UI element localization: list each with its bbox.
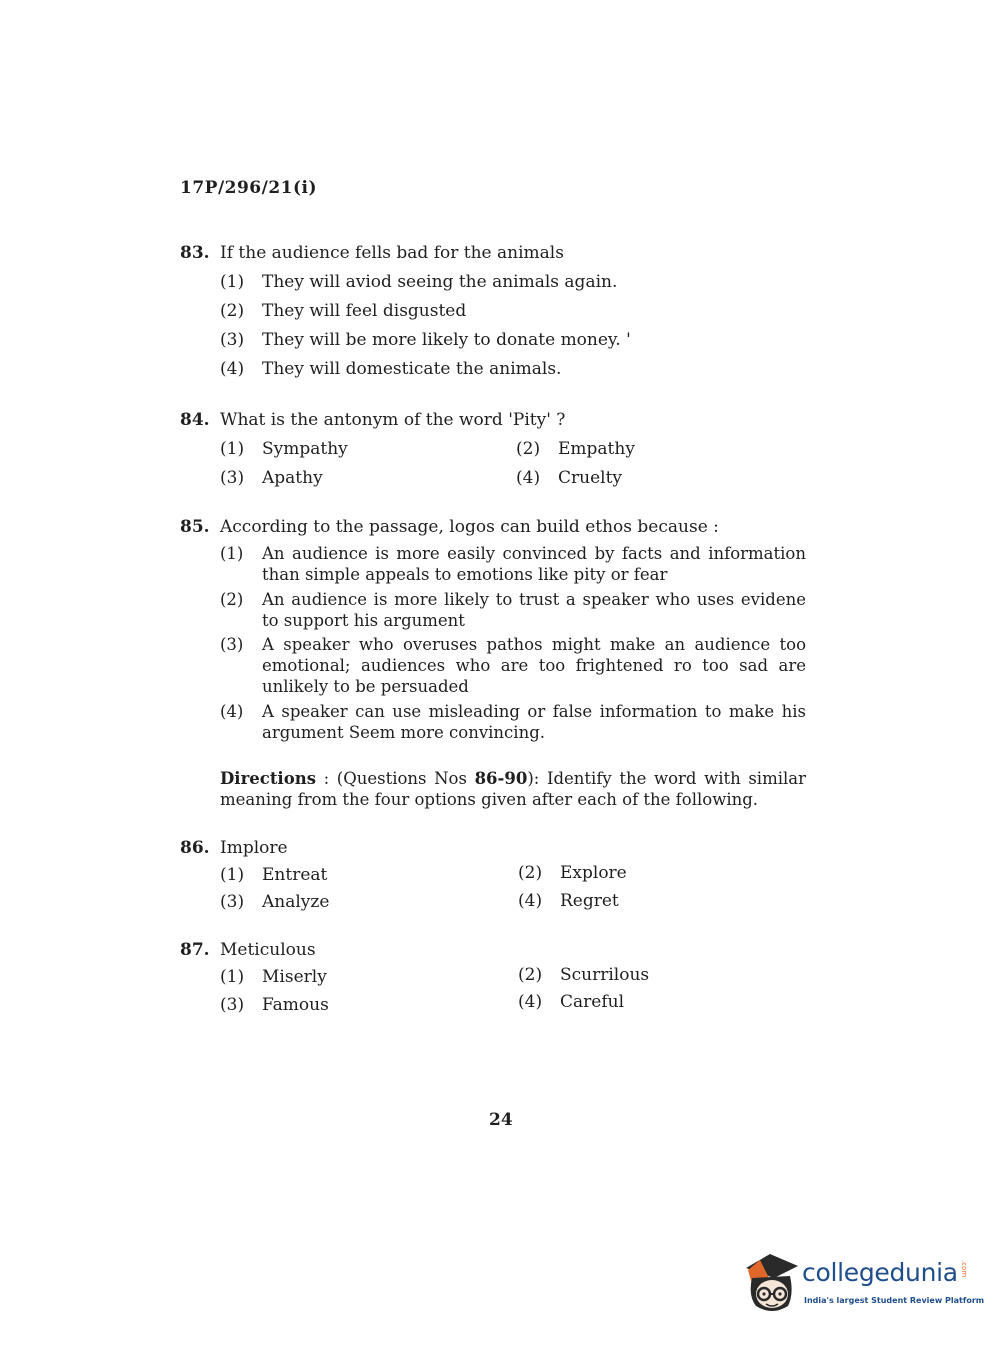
logo-domain: .com <box>960 1260 968 1278</box>
option-2: (2) Empathy <box>516 439 635 459</box>
question-text: What is the antonym of the word 'Pity' ? <box>220 410 566 430</box>
question-text: If the audience fells bad for the animals <box>220 243 564 263</box>
paper-code: 17P/296/21(i) <box>180 178 318 198</box>
option-1: (1) An audience is more easily convinced by facts and information than simple appeals to emotions like pity or fear <box>220 544 806 584</box>
logo-wordmark: collegedunia <box>802 1258 958 1287</box>
option-3: (3) A speaker who overuses pathos might make an audience too emotional; audiences who are too frightened ro too sad are unlikely to be persuaded <box>220 635 806 696</box>
option-1: (1) Miserly <box>220 967 327 987</box>
directions-label: Directions <box>220 769 316 788</box>
option-3: (3) They will be more likely to donate money. ' <box>220 330 631 350</box>
question-number: 84. <box>180 410 210 430</box>
option-4: (4) Careful <box>518 992 625 1012</box>
option-1: (1) They will aviod seeing the animals again. <box>220 272 618 292</box>
option-2: (2) An audience is more likely to trust a speaker who uses evidene to support his argument <box>220 590 806 630</box>
option-2: (2) Explore <box>518 863 627 883</box>
question-text: Implore <box>220 838 288 858</box>
option-1: (1) Sympathy <box>220 439 348 459</box>
option-3: (3) Apathy <box>220 468 323 488</box>
option-4: (4) Regret <box>518 891 619 911</box>
option-2: (2) Scurrilous <box>518 965 650 985</box>
question-number: 86. <box>180 838 210 858</box>
question-text: Meticulous <box>220 940 316 960</box>
directions-block: Directions : (Questions Nos 86-90): Identify the word with similar meaning from the four options given after each of the following. <box>220 769 806 809</box>
option-3: (3) Analyze <box>220 892 330 912</box>
logo-tagline: India's largest Student Review Platform <box>804 1296 985 1305</box>
option-1: (1) Entreat <box>220 865 328 885</box>
option-4: (4) Cruelty <box>516 468 623 488</box>
question-text: According to the passage, logos can build ethos because : <box>220 517 719 537</box>
option-2: (2) They will feel disgusted <box>220 301 467 321</box>
question-number: 85. <box>180 517 210 537</box>
mascot-graduate-icon <box>742 1250 802 1320</box>
option-4: (4) A speaker can use misleading or false information to make his argument Seem more convincing. <box>220 702 806 742</box>
question-number: 83. <box>180 243 210 263</box>
collegedunia-logo <box>742 1250 985 1325</box>
page-number: 24 <box>489 1110 513 1130</box>
directions-range: 86-90 <box>474 769 528 788</box>
option-3: (3) Famous <box>220 995 329 1015</box>
question-number: 87. <box>180 940 210 960</box>
option-4: (4) They will domesticate the animals. <box>220 359 562 379</box>
